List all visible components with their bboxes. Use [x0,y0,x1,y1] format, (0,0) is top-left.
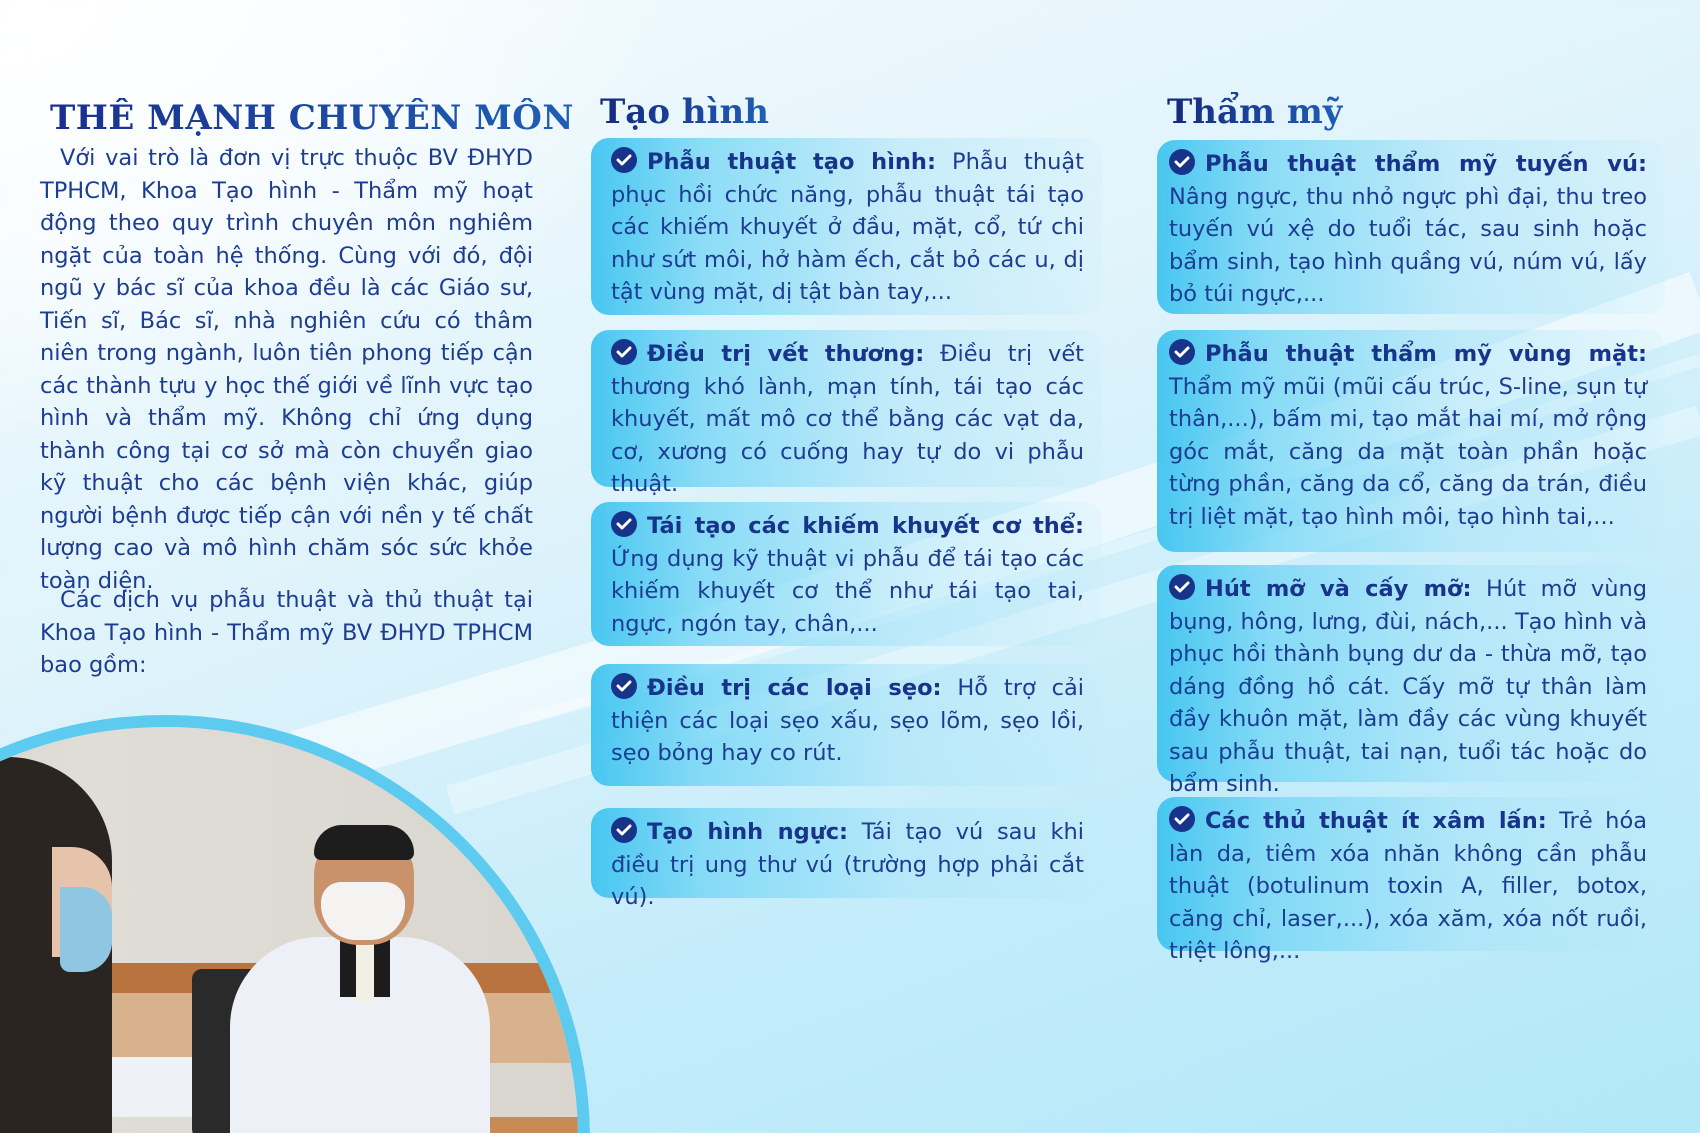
service-card [591,664,1102,786]
service-description: Phẫu thuật phục hồi chức năng, phẫu thuật tái tạo các khiếm khuyết ở đầu, mặt, cổ, tứ chi như sứt môi, hở hàm ếch, cắt bỏ các u, dị tật vùng mặt, dị tật bàn tay,... [611,149,1084,305]
service-card [591,502,1102,646]
service-label: Phẫu thuật thẩm mỹ tuyến vú: [1205,151,1647,177]
check-circle-icon [1169,339,1195,365]
section-heading: THẾ MẠNH CHUYÊN MÔN [50,98,574,138]
service-label: Điều trị vết thương: [647,341,925,367]
check-circle-icon [611,511,637,537]
services-intro-paragraph [40,584,533,682]
service-label: Điều trị các loại sẹo: [647,675,942,701]
check-circle-icon [611,817,637,843]
service-label: Tạo hình ngực: [647,819,849,845]
tao-hinh-title: Tạo hình [600,92,769,132]
intro-text: Các dịch vụ phẫu thuật và thủ thuật tại Khoa Tạo hình - Thẩm mỹ BV ĐHYD TPHCM bao gồm: [40,587,533,678]
service-card [591,138,1102,315]
service-label: Tái tạo các khiếm khuyết cơ thể: [647,513,1084,539]
intro-text: Với vai trò là đơn vị trực thuộc BV ĐHYD TPHCM, Khoa Tạo hình - Thẩm mỹ hoạt động theo quy trình chuyên môn nghiêm ngặt của toàn hệ thống. Cùng với đó, đội ngũ y bác sĩ của khoa đều là các Giáo sư, Tiến sĩ, Bác sĩ, nhà nghiên cứu có thâm niên trong ngành, luôn tiên phong tiếp cận các thành tựu y học thế giới về lĩnh vực tạo hình và thẩm mỹ. Không chỉ ứng dụng thành công tại cơ sở mà còn chuyển giao kỹ thuật cho các bệnh viện khác, giúp người bệnh được tiếp cận với nền y tế chất lượng cao và mô hình chăm sóc sức khỏe toàn diện. [40,145,533,594]
check-circle-icon [611,673,637,699]
service-card [1157,330,1665,552]
service-description: Điều trị vết thương khó lành, mạn tính, tái tạo các khuyết, mất mô cơ thể bằng các vạt da, cơ, xương có cuống hay tự do vi phẫu thuật. [611,341,1084,497]
service-label: Phẫu thuật thẩm mỹ vùng mặt: [1205,341,1647,367]
service-description: Hút mỡ vùng bụng, hông, lưng, đùi, nách,... Tạo hình và phục hồi thành bụng dư da - thừa mỡ, tạo dáng đồng hồ cát. Cấy mỡ tự thân làm đầy khuôn mặt, làm đầy các vùng khuyết sau phẫu thuật, tai nạn, tuổi tác hoặc do bẩm sinh. [1169,576,1647,797]
check-circle-icon [1169,806,1195,832]
check-circle-icon [1169,574,1195,600]
tham-my-title: Thẩm mỹ [1167,92,1343,132]
service-description: Trẻ hóa làn da, tiêm xóa nhăn không cần phẫu thuật (botulinum toxin A, filler, botox, căng chỉ, laser,...), xóa xăm, xóa nốt ruồi, triệt lông,... [1169,808,1647,964]
service-card [1157,140,1665,314]
service-label: Các thủ thuật ít xâm lấn: [1205,808,1547,834]
service-description: Thẩm mỹ mũi (mũi cấu trúc, S-line, sụn tự thân,...), bấm mi, tạo mắt hai mí, mở rộng góc mắt, căng da mặt toàn phần hoặc từng phần, căng da cổ, căng da trán, điều trị liệt mặt, tạo hình môi, tạo hình tai,... [1169,373,1647,530]
intro-paragraph [40,142,533,597]
service-card [1157,797,1665,964]
check-circle-icon [1169,149,1195,175]
service-card [591,330,1102,497]
service-description: Hỗ trợ cải thiện các loại sẹo xấu, sẹo lõm, sẹo lồi, sẹo bỏng hay co rút. [611,675,1084,766]
service-label: Phẫu thuật tạo hình: [647,149,936,175]
service-label: Hút mỡ và cấy mỡ: [1205,576,1472,602]
service-card [591,808,1102,910]
service-description: Ứng dụng kỹ thuật vi phẫu để tái tạo các khiếm khuyết cơ thể như tái tạo tai, ngực, ngón tay, chân,... [611,545,1084,637]
check-circle-icon [611,339,637,365]
service-description: Nâng ngực, thu nhỏ ngực phì đại, thu treo tuyến vú xệ do tuổi tác, sau sinh hoặc bẩm sinh, tạo hình quầng vú, núm vú, lấy bỏ túi ngực,... [1169,183,1647,307]
check-circle-icon [611,147,637,173]
service-card [1157,565,1665,797]
consultation-photo [0,727,578,1133]
service-description: Tái tạo vú sau khi điều trị ung thư vú (trường hợp phải cắt vú). [611,819,1084,910]
